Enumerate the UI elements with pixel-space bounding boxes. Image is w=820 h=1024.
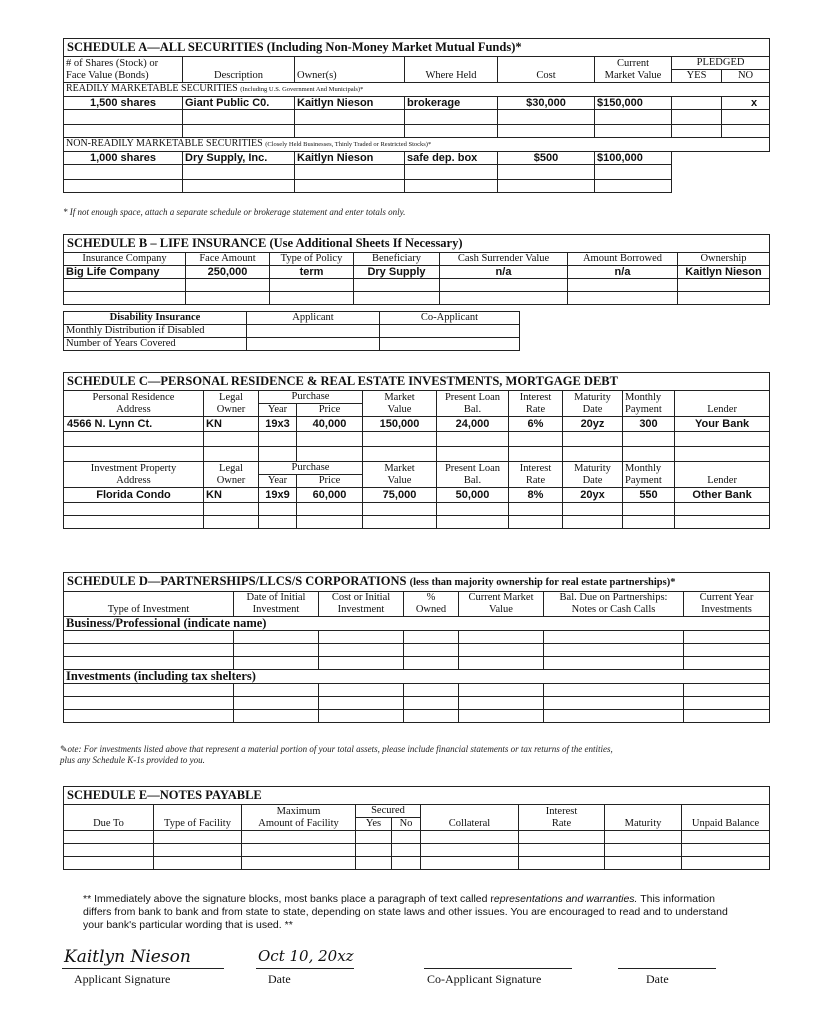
current-year-header: Current Year Investments xyxy=(684,592,770,617)
investment-rate[interactable]: 8% xyxy=(509,488,563,503)
applicant-signature-line[interactable] xyxy=(62,968,224,969)
owners-header: Owner(s) xyxy=(295,57,405,83)
readily-where-held[interactable]: brokerage xyxy=(405,97,498,110)
maturity-header: Maturity xyxy=(605,805,682,831)
years-co-applicant-field[interactable] xyxy=(380,338,520,351)
schedule-d xyxy=(63,572,769,723)
residence-rate[interactable]: 6% xyxy=(509,417,563,432)
investments-empty-row xyxy=(64,710,770,723)
representations-paragraph: ** Immediately above the signature blocks, most banks place a paragraph of text called representations and warranties. This information differs from bank to bank and from state to state, depending on state laws and other issues. You are encouraged to read and to understand your bank's particular wording that is used. ** xyxy=(83,893,728,931)
policy-type-header: Type of Policy xyxy=(270,253,354,266)
investment-lender-header: Lender xyxy=(675,462,770,488)
investment-maturity-header: Maturity Date xyxy=(563,462,623,488)
schedule-c-table xyxy=(63,372,770,529)
schedule-d-title: SCHEDULE D—PARTNERSHIPS/LLCS/S CORPORATIONS (less than majority ownership for real estate partnerships)* xyxy=(64,573,770,592)
insurance-company-header: Insurance Company xyxy=(64,253,186,266)
facility-type-header: Type of Facility xyxy=(154,805,242,831)
notes-empty-row xyxy=(64,844,770,857)
schedule-c-title: SCHEDULE C—PERSONAL RESIDENCE & REAL ESTATE INVESTMENTS, MORTGAGE DEBT xyxy=(64,373,770,391)
collateral-header: Collateral xyxy=(421,805,519,831)
shares-header: # of Shares (Stock) or Face Value (Bonds) xyxy=(64,57,183,83)
business-empty-row xyxy=(64,657,770,670)
cash-surrender-header: Cash Surrender Value xyxy=(440,253,568,266)
monthly-payment-header: Monthly Payment xyxy=(623,391,675,417)
interest-rate-header: Interest Rate xyxy=(509,391,563,417)
insurance-company[interactable]: Big Life Company xyxy=(64,266,186,279)
policy-type[interactable]: term xyxy=(270,266,354,279)
non-readily-market-value[interactable]: $100,000 xyxy=(595,152,672,165)
ownership[interactable]: Kaitlyn Nieson xyxy=(678,266,770,279)
legal-owner-header: Legal Owner xyxy=(204,391,259,417)
readily-pledged-yes[interactable] xyxy=(672,97,722,110)
disability-insurance xyxy=(63,311,519,351)
residence-market[interactable]: 150,000 xyxy=(363,417,437,432)
face-amount-header: Face Amount xyxy=(186,253,270,266)
co-applicant-date-line[interactable] xyxy=(618,968,716,969)
non-readily-marketable-label: NON-READILY MARKETABLE SECURITIES (Closely Held Businesses, Thinly Traded or Restricted Stocks)* xyxy=(64,138,770,152)
purchase-price-header: Price xyxy=(297,404,363,417)
pledged-header: PLEDGED xyxy=(672,57,770,70)
secured-no-header: No xyxy=(392,818,421,831)
readily-owner[interactable]: Kaitlyn Nieson xyxy=(295,97,405,110)
beneficiary[interactable]: Dry Supply xyxy=(354,266,440,279)
readily-marketable-label: READILY MARKETABLE SECURITIES (Including U.S. Government And Municipals)* xyxy=(64,83,770,97)
non-readily-empty-row xyxy=(64,165,770,180)
investments-tax-shelters-label: Investments (including tax shelters) xyxy=(64,670,770,684)
readily-market-value[interactable]: $150,000 xyxy=(595,97,672,110)
readily-cost[interactable]: $30,000 xyxy=(498,97,595,110)
cost-header: Cost xyxy=(498,57,595,83)
non-readily-description[interactable]: Dry Supply, Inc. xyxy=(183,152,295,165)
schedule-b-table xyxy=(63,234,770,305)
pencil-icon: ✎ xyxy=(60,744,68,754)
interest-rate-header: Interest Rate xyxy=(519,805,605,831)
maturity-date-header: Maturity Date xyxy=(563,391,623,417)
business-professional-label: Business/Professional (indicate name) xyxy=(64,617,770,631)
co-applicant-signature-line[interactable] xyxy=(424,968,572,969)
balance-due-header: Bal. Due on Partnerships: Notes or Cash Calls xyxy=(544,592,684,617)
residence-address[interactable]: 4566 N. Lynn Ct. xyxy=(64,417,204,432)
purchase-header: Purchase xyxy=(259,391,363,404)
investment-price[interactable]: 60,000 xyxy=(297,488,363,503)
non-readily-owner[interactable]: Kaitlyn Nieson xyxy=(295,152,405,165)
percent-owned-header: % Owned xyxy=(404,592,459,617)
investment-rate-header: Interest Rate xyxy=(509,462,563,488)
notes-empty-row xyxy=(64,857,770,870)
investment-address[interactable]: Florida Condo xyxy=(64,488,204,503)
readily-description[interactable]: Giant Public C0. xyxy=(183,97,295,110)
schedule-d-note: ✎ote: For investments listed above that represent a material portion of your total assets, please include financial statements or tax returns of the entities, plus any Schedule K-1s provided to you. xyxy=(60,744,613,765)
readily-empty-row xyxy=(64,125,770,138)
where-held-header: Where Held xyxy=(405,57,498,83)
residence-maturity[interactable]: 20yz xyxy=(563,417,623,432)
investment-market-header: Market Value xyxy=(363,462,437,488)
investment-property-header: Investment Property Address xyxy=(64,462,204,488)
schedule-b xyxy=(63,234,769,305)
investment-payment[interactable]: 550 xyxy=(623,488,675,503)
residence-lender[interactable]: Your Bank xyxy=(675,417,770,432)
residence-row xyxy=(64,417,770,432)
residence-price[interactable]: 40,000 xyxy=(297,417,363,432)
non-readily-row xyxy=(64,152,770,165)
investment-loan-header: Present Loan Bal. xyxy=(437,462,509,488)
lender-header: Lender xyxy=(675,391,770,417)
co-applicant-date-label: Date xyxy=(646,972,669,986)
investment-legal-owner-header: Legal Owner xyxy=(204,462,259,488)
notes-empty-row xyxy=(64,831,770,844)
investment-owner[interactable]: KN xyxy=(204,488,259,503)
investment-price-header: Price xyxy=(297,475,363,488)
investment-market[interactable]: 75,000 xyxy=(363,488,437,503)
investment-type-header: Type of Investment xyxy=(64,592,234,617)
present-loan-header: Present Loan Bal. xyxy=(437,391,509,417)
applicant-date: Oct 10, 20xz xyxy=(258,947,354,965)
investment-lender[interactable]: Other Bank xyxy=(675,488,770,503)
investment-purchase-header: Purchase xyxy=(259,462,363,475)
investment-empty-row xyxy=(64,516,770,529)
life-insurance-row xyxy=(64,266,770,279)
schedule-a-title: SCHEDULE A—ALL SECURITIES (Including Non-Money Market Mutual Funds)* xyxy=(64,39,770,57)
readily-row xyxy=(64,97,770,110)
residence-loan[interactable]: 24,000 xyxy=(437,417,509,432)
beneficiary-header: Beneficiary xyxy=(354,253,440,266)
readily-empty-row xyxy=(64,110,770,125)
cash-surrender-value[interactable]: n/a xyxy=(440,266,568,279)
investment-maturity[interactable]: 20yx xyxy=(563,488,623,503)
business-empty-row xyxy=(64,644,770,657)
investment-year[interactable]: 19x9 xyxy=(259,488,297,503)
schedule-d-table xyxy=(63,572,770,723)
market-value-header: Market Value xyxy=(363,391,437,417)
non-readily-shares[interactable]: 1,000 shares xyxy=(64,152,183,165)
non-readily-where-held[interactable]: safe dep. box xyxy=(405,152,498,165)
face-amount[interactable]: 250,000 xyxy=(186,266,270,279)
applicant-signature: Kaitlyn Nieson xyxy=(64,947,191,967)
disability-applicant-header: Applicant xyxy=(247,312,380,325)
non-readily-empty-row xyxy=(64,180,770,193)
schedule-b-title: SCHEDULE B – LIFE INSURANCE (Use Additional Sheets If Necessary) xyxy=(64,235,770,253)
personal-residence-header: Personal Residence Address xyxy=(64,391,204,417)
residence-owner[interactable]: KN xyxy=(204,417,259,432)
residence-payment[interactable]: 300 xyxy=(623,417,675,432)
readily-shares[interactable]: 1,500 shares xyxy=(64,97,183,110)
schedule-a-footnote: * If not enough space, attach a separate schedule or brokerage statement and enter totals only. xyxy=(63,207,406,217)
ownership-header: Ownership xyxy=(678,253,770,266)
secured-yes-header: Yes xyxy=(356,818,392,831)
investments-empty-row xyxy=(64,684,770,697)
monthly-applicant-field[interactable] xyxy=(247,325,380,338)
disability-title: Disability Insurance xyxy=(64,312,247,325)
schedule-e xyxy=(63,786,769,870)
non-readily-cost[interactable]: $500 xyxy=(498,152,595,165)
monthly-distribution-label: Monthly Distribution if Disabled xyxy=(64,325,247,338)
residence-empty-row xyxy=(64,447,770,462)
amount-borrowed-header: Amount Borrowed xyxy=(568,253,678,266)
co-applicant-signature-label: Co-Applicant Signature xyxy=(427,972,542,986)
investment-loan[interactable]: 50,000 xyxy=(437,488,509,503)
pledged-yes-header: YES xyxy=(672,70,722,83)
applicant-date-line[interactable] xyxy=(256,968,354,969)
readily-pledged-no[interactable]: x xyxy=(722,97,770,110)
schedule-e-table xyxy=(63,786,770,870)
schedule-e-title: SCHEDULE E—NOTES PAYABLE xyxy=(64,787,770,805)
investment-year-header: Year xyxy=(259,475,297,488)
description-header: Description xyxy=(183,57,295,83)
years-applicant-field[interactable] xyxy=(247,338,380,351)
initial-date-header: Date of Initial Investment xyxy=(234,592,319,617)
life-insurance-empty-row xyxy=(64,292,770,305)
investment-empty-row xyxy=(64,503,770,516)
schedule-a xyxy=(63,38,769,193)
secured-header: Secured xyxy=(356,805,421,818)
max-amount-header: Maximum Amount of Facility xyxy=(242,805,356,831)
business-empty-row xyxy=(64,631,770,644)
pledged-no-header: NO xyxy=(722,70,770,83)
current-market-header: Current Market Value xyxy=(459,592,544,617)
schedule-a-table xyxy=(63,38,770,193)
applicant-date-label: Date xyxy=(268,972,291,986)
investment-row xyxy=(64,488,770,503)
residence-empty-row xyxy=(64,432,770,447)
investments-empty-row xyxy=(64,697,770,710)
market-value-header: Current Market Value xyxy=(595,57,672,83)
unpaid-balance-header: Unpaid Balance xyxy=(682,805,770,831)
disability-co-applicant-header: Co-Applicant xyxy=(380,312,520,325)
investment-payment-header: Monthly Payment xyxy=(623,462,675,488)
initial-cost-header: Cost or Initial Investment xyxy=(319,592,404,617)
amount-borrowed[interactable]: n/a xyxy=(568,266,678,279)
schedule-c xyxy=(63,372,769,529)
disability-table xyxy=(63,311,520,351)
life-insurance-empty-row xyxy=(64,279,770,292)
monthly-co-applicant-field[interactable] xyxy=(380,325,520,338)
residence-year[interactable]: 19x3 xyxy=(259,417,297,432)
applicant-signature-label: Applicant Signature xyxy=(74,972,171,986)
years-covered-label: Number of Years Covered xyxy=(64,338,247,351)
purchase-year-header: Year xyxy=(259,404,297,417)
due-to-header: Due To xyxy=(64,805,154,831)
